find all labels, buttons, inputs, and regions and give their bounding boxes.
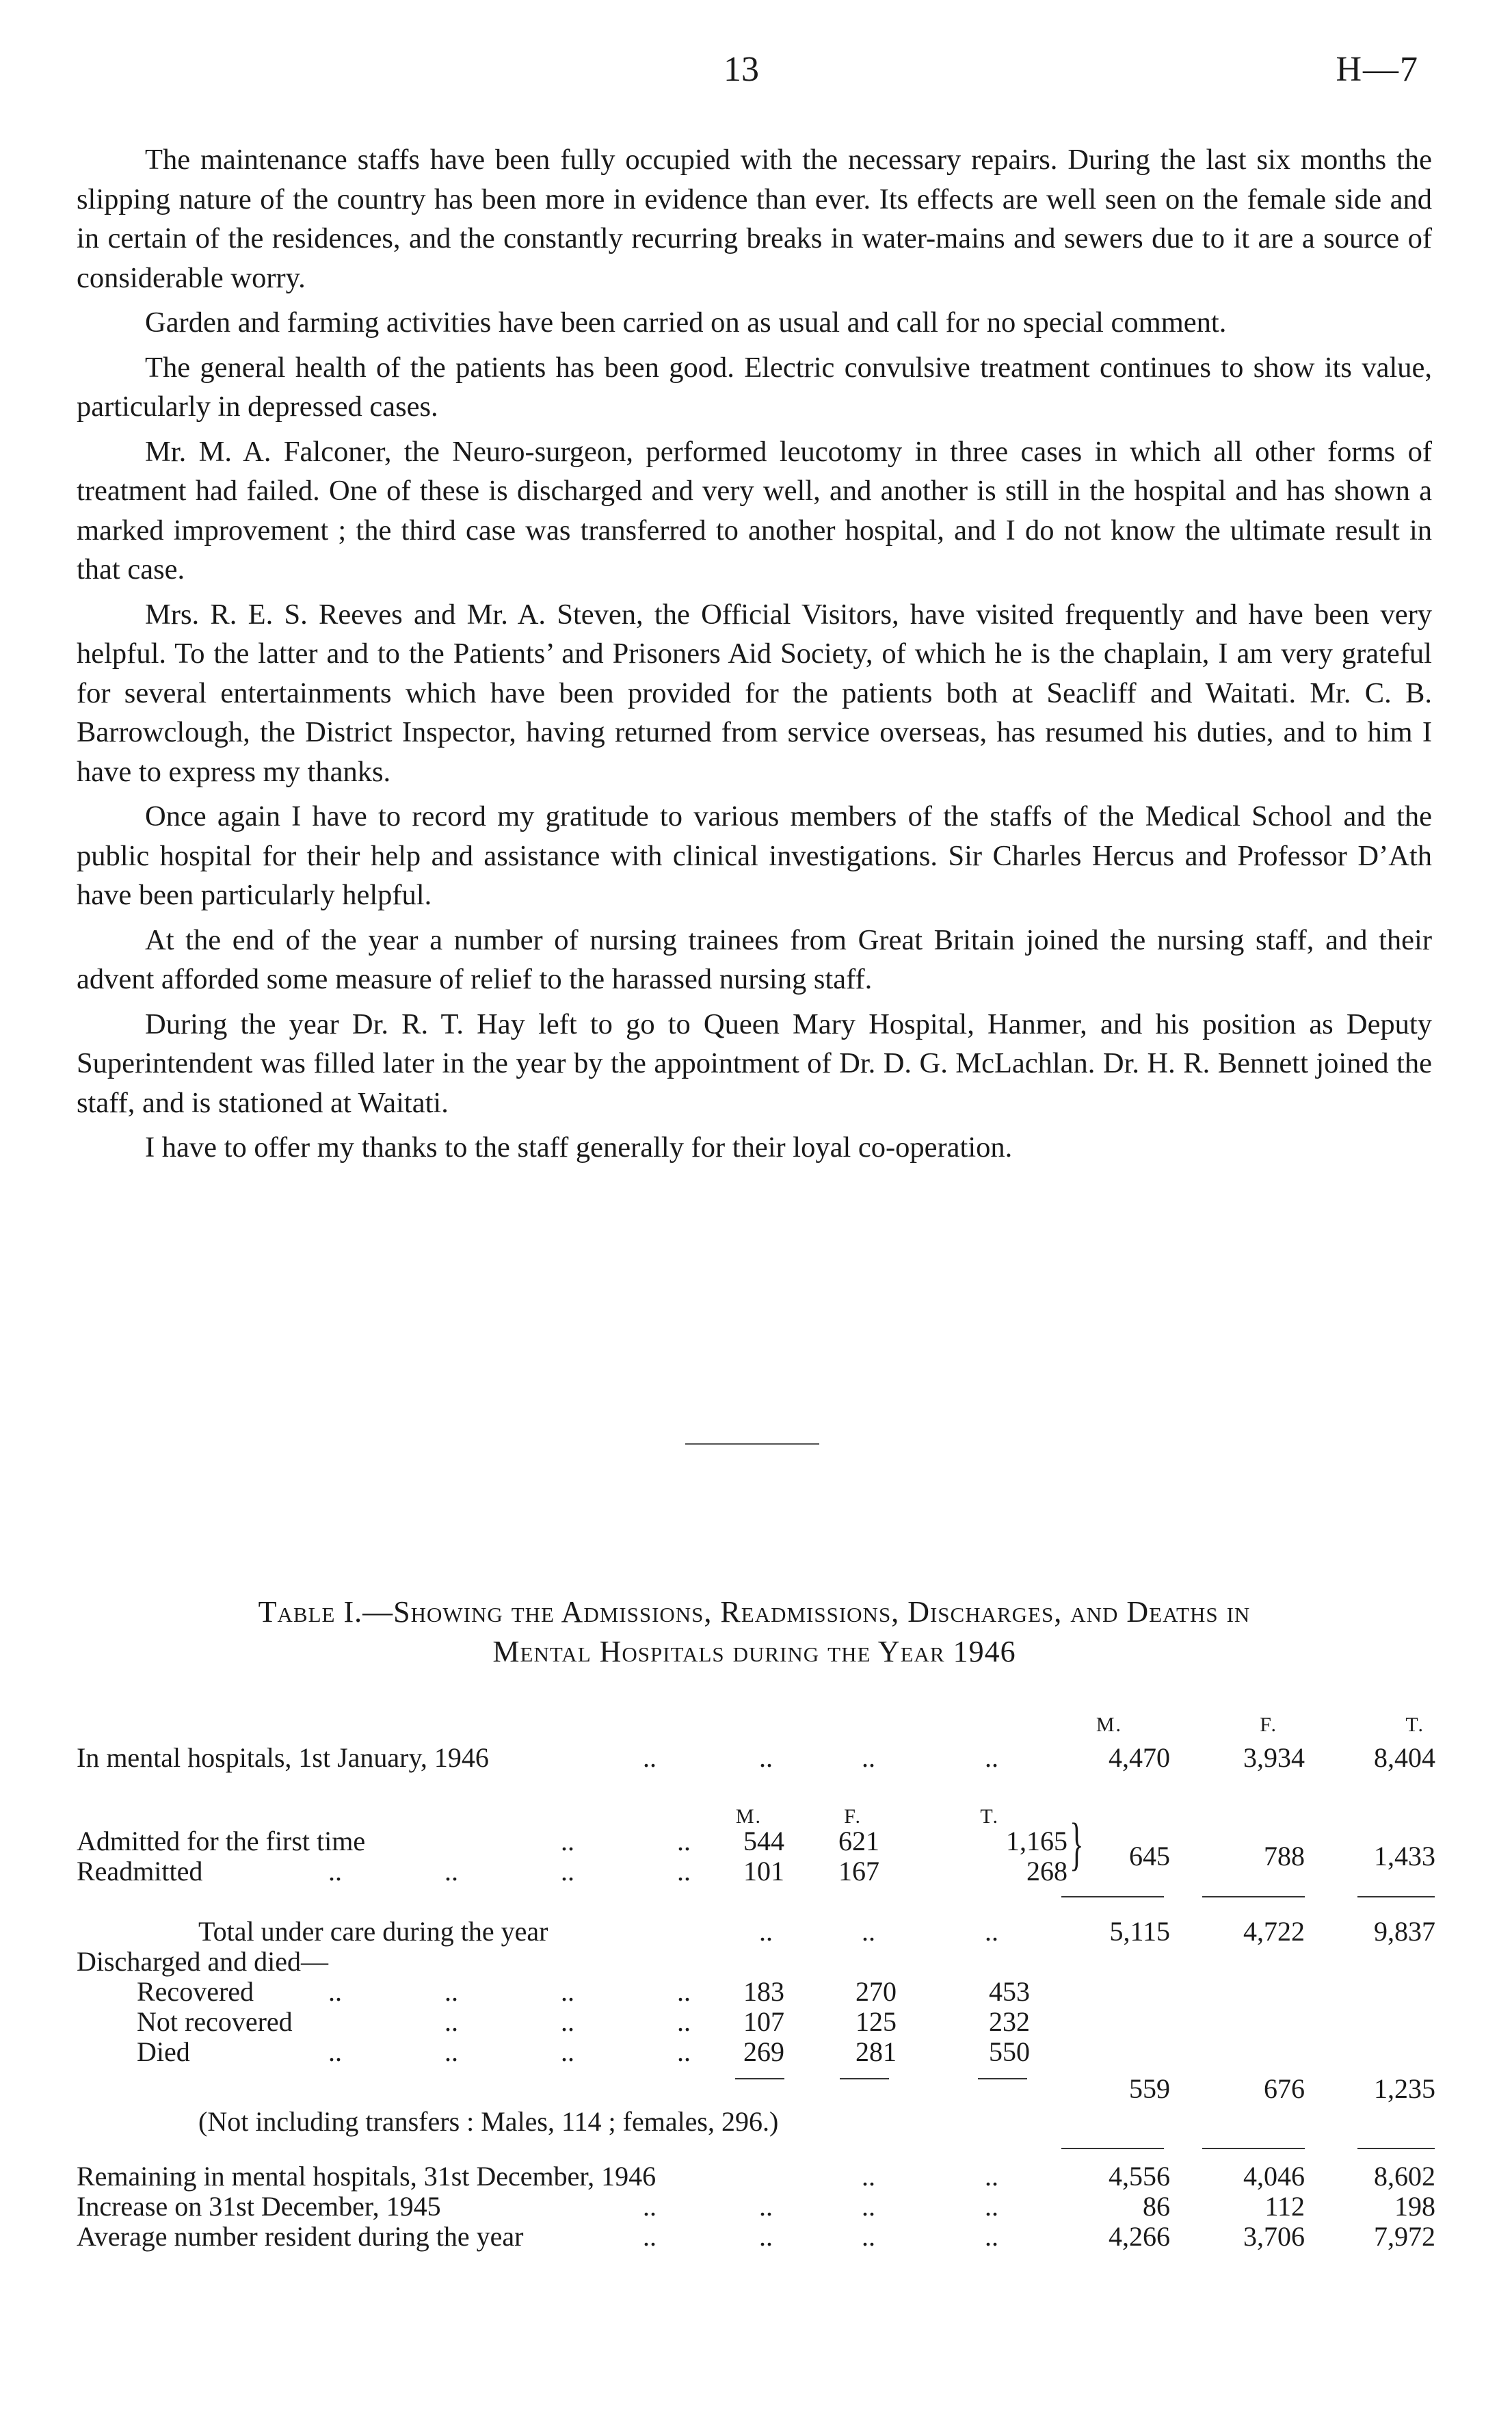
- cell-admitted-m: 544: [743, 1826, 784, 1856]
- paragraph-staff-changes: During the year Dr. R. T. Hay left to go to Queen Mary Hospital, Hanmer, and his position as Deputy Superintendent was filled later in the year by the appointment of Dr. D. G. McLachlan. Dr. H. R. Bennett joined the staff, and is stationed at Waitati.: [77, 1008, 1432, 1119]
- leader-dots: ..: [759, 2221, 773, 2252]
- row-label-admitted: Admitted for the first time: [77, 1826, 366, 1856]
- leader-dots: ..: [561, 1976, 574, 2007]
- cell-increase-f: 112: [1264, 2191, 1305, 2222]
- cell-admissions-total-t: 1,433: [1374, 1841, 1435, 1871]
- leader-dots: ..: [445, 2006, 458, 2037]
- leader-dots: ..: [561, 2006, 574, 2037]
- leader-dots: ..: [677, 2006, 691, 2037]
- cell-not-recovered-m: 107: [743, 2006, 784, 2037]
- leader-dots: ..: [985, 2221, 998, 2252]
- subcol-head-t: T.: [980, 1805, 999, 1828]
- cell-readmitted-f: 167: [838, 1856, 879, 1887]
- cell-died-t: 550: [989, 2036, 1030, 2067]
- leader-dots: ..: [985, 2161, 998, 2192]
- leader-dots: ..: [677, 2036, 691, 2067]
- subcol-head-f: F.: [844, 1805, 862, 1828]
- section-divider: [685, 1443, 819, 1445]
- cell-died-f: 281: [856, 2036, 897, 2067]
- leader-dots: ..: [561, 1826, 574, 1856]
- row-label-died: Died: [137, 2036, 190, 2067]
- leader-dots: ..: [759, 2191, 773, 2222]
- page-number: 13: [724, 50, 759, 89]
- cell-in-hospitals-m: 4,470: [1109, 1742, 1170, 1773]
- sum-rule: [1061, 2148, 1164, 2149]
- cell-average-m: 4,266: [1109, 2221, 1170, 2252]
- leader-dots: ..: [759, 1742, 773, 1773]
- cell-in-hospitals-t: 8,404: [1374, 1742, 1435, 1773]
- cell-total-under-care-f: 4,722: [1243, 1916, 1305, 1947]
- row-label-readmitted: Readmitted: [77, 1856, 203, 1887]
- row-label-total-under-care: Total under care during the year: [198, 1916, 548, 1947]
- cell-discharged-total-t: 1,235: [1374, 2073, 1435, 2104]
- paragraph-thanks: I have to offer my thanks to the staff generally for their loyal co-operation.: [145, 1131, 1013, 1164]
- table-title-line-1: Table I.—Showing the Admissions, Readmissions, Discharges, and Deaths in: [258, 1595, 1251, 1629]
- cell-increase-m: 86: [1143, 2191, 1170, 2222]
- leader-dots: ..: [445, 1976, 458, 2007]
- paragraph-leucotomy: Mr. M. A. Falconer, the Neuro-surgeon, performed leucotomy in three cases in which all other forms of treatment had failed. One of these is discharged and very well, and another is still in the hospital and has shown a marked improvement ; the third case was transferred to another hospital, and I do not know the ultimate result in that case.: [77, 435, 1432, 586]
- leader-dots: ..: [328, 1856, 342, 1887]
- leader-dots: ..: [445, 2036, 458, 2067]
- report-body: [77, 140, 1432, 1173]
- cell-discharged-total-m: 559: [1129, 2073, 1170, 2104]
- leader-dots: ..: [561, 2036, 574, 2067]
- leader-dots: ..: [985, 1742, 998, 1773]
- subcol-head-m: M.: [735, 1805, 762, 1828]
- cell-died-m: 269: [743, 2036, 784, 2067]
- leader-dots: ..: [862, 1742, 875, 1773]
- leader-dots: ..: [985, 1916, 998, 1947]
- row-label-recovered: Recovered: [137, 1976, 254, 2007]
- cell-total-under-care-t: 9,837: [1374, 1916, 1435, 1947]
- cell-admitted-t: 1,165: [1006, 1826, 1067, 1856]
- cell-recovered-f: 270: [856, 1976, 897, 2007]
- cell-admissions-total-f: 788: [1264, 1841, 1305, 1871]
- col-head-t: T.: [1405, 1713, 1424, 1736]
- leader-dots: ..: [561, 1856, 574, 1887]
- cell-recovered-t: 453: [989, 1976, 1030, 2007]
- leader-dots: ..: [862, 2161, 875, 2192]
- sum-rule: [978, 2078, 1027, 2079]
- cell-average-f: 3,706: [1243, 2221, 1305, 2252]
- cell-admissions-total-m: 645: [1129, 1841, 1170, 1871]
- sum-rule: [1202, 2148, 1305, 2149]
- cell-remaining-f: 4,046: [1243, 2161, 1305, 2192]
- sum-rule: [840, 2078, 889, 2079]
- cell-readmitted-m: 101: [743, 1856, 784, 1887]
- leader-dots: ..: [985, 2191, 998, 2222]
- col-head-m: M.: [1096, 1713, 1122, 1736]
- paragraph-gratitude: Once again I have to record my gratitude to various members of the staffs of the Medical School and the public hospital for their help and assistance with clinical investigations. Sir Charles Hercus and Professor D’Ath have been particularly helpful.: [77, 800, 1432, 911]
- table-title-line-2: Mental Hospitals during the Year 1946: [492, 1635, 1016, 1668]
- cell-average-t: 7,972: [1374, 2221, 1435, 2252]
- leader-dots: ..: [862, 2221, 875, 2252]
- sum-rule: [735, 2078, 784, 2079]
- paragraph-health: The general health of the patients has been good. Electric convulsive treatment continues to show its value, particularly in depressed cases.: [77, 351, 1432, 423]
- leader-dots: ..: [862, 1916, 875, 1947]
- row-label-increase: Increase on 31st December, 1945: [77, 2191, 441, 2222]
- leader-dots: ..: [643, 1742, 656, 1773]
- sum-rule: [1202, 1896, 1305, 1897]
- cell-total-under-care-m: 5,115: [1109, 1916, 1170, 1947]
- paragraph-visitors: Mrs. R. E. S. Reeves and Mr. A. Steven, the Official Visitors, have visited frequently and have been very helpful. To the latter and to the Patients’ and Prisoners Aid Society, of which he is the chaplain, I am very grateful for several entertainments which have been provided for the patients both at Seacliff and Waitati. Mr. C. B. Barrowclough, the District Inspector, having returned from service overseas, has resumed his duties, and to him I have to express my thanks.: [77, 598, 1432, 788]
- paragraph-garden: Garden and farming activities have been carried on as usual and call for no special comment.: [145, 306, 1227, 339]
- page-header: [0, 49, 1512, 104]
- col-head-f: F.: [1260, 1713, 1277, 1736]
- cell-not-recovered-t: 232: [989, 2006, 1030, 2037]
- cell-remaining-t: 8,602: [1374, 2161, 1435, 2192]
- paragraph-nursing: At the end of the year a number of nursing trainees from Great Britain joined the nursing staff, and their advent afforded some measure of relief to the harassed nursing staff.: [77, 923, 1432, 995]
- transfers-note: (Not including transfers : Males, 114 ; females, 296.): [198, 2106, 779, 2137]
- leader-dots: ..: [643, 2221, 656, 2252]
- sum-rule: [1357, 2148, 1435, 2149]
- brace-icon: }: [1070, 1811, 1084, 1876]
- table-title: [77, 1592, 1432, 1672]
- row-label-discharged-heading: Discharged and died—: [77, 1946, 329, 1977]
- leader-dots: ..: [759, 1916, 773, 1947]
- cell-discharged-total-f: 676: [1264, 2073, 1305, 2104]
- cell-not-recovered-f: 125: [856, 2006, 897, 2037]
- row-label-in-hospitals: In mental hospitals, 1st January, 1946: [77, 1742, 489, 1773]
- leader-dots: ..: [445, 1856, 458, 1887]
- cell-readmitted-t: 268: [1026, 1856, 1067, 1887]
- document-code: H—7: [1336, 50, 1419, 89]
- sum-rule: [1357, 1896, 1435, 1897]
- row-label-remaining: Remaining in mental hospitals, 31st December, 1946: [77, 2161, 656, 2192]
- leader-dots: ..: [643, 2191, 656, 2222]
- leader-dots: ..: [328, 1976, 342, 2007]
- row-label-not-recovered: Not recovered: [137, 2006, 293, 2037]
- sum-rule: [1061, 1896, 1164, 1897]
- cell-admitted-f: 621: [838, 1826, 879, 1856]
- leader-dots: ..: [677, 1826, 691, 1856]
- cell-increase-t: 198: [1394, 2191, 1435, 2222]
- cell-recovered-m: 183: [743, 1976, 784, 2007]
- leader-dots: ..: [862, 2191, 875, 2222]
- cell-in-hospitals-f: 3,934: [1243, 1742, 1305, 1773]
- paragraph-maintenance: The maintenance staffs have been fully occupied with the necessary repairs. During the last six months the slipping nature of the country has been more in evidence than ever. Its effects are well seen on the female side and in certain of the residences, and the constantly recurring breaks in water-mains and sewers due to it are a source of considerable worry.: [77, 144, 1432, 294]
- row-label-average: Average number resident during the year: [77, 2221, 524, 2252]
- leader-dots: ..: [328, 2036, 342, 2067]
- leader-dots: ..: [677, 1856, 691, 1887]
- leader-dots: ..: [677, 1976, 691, 2007]
- cell-remaining-m: 4,556: [1109, 2161, 1170, 2192]
